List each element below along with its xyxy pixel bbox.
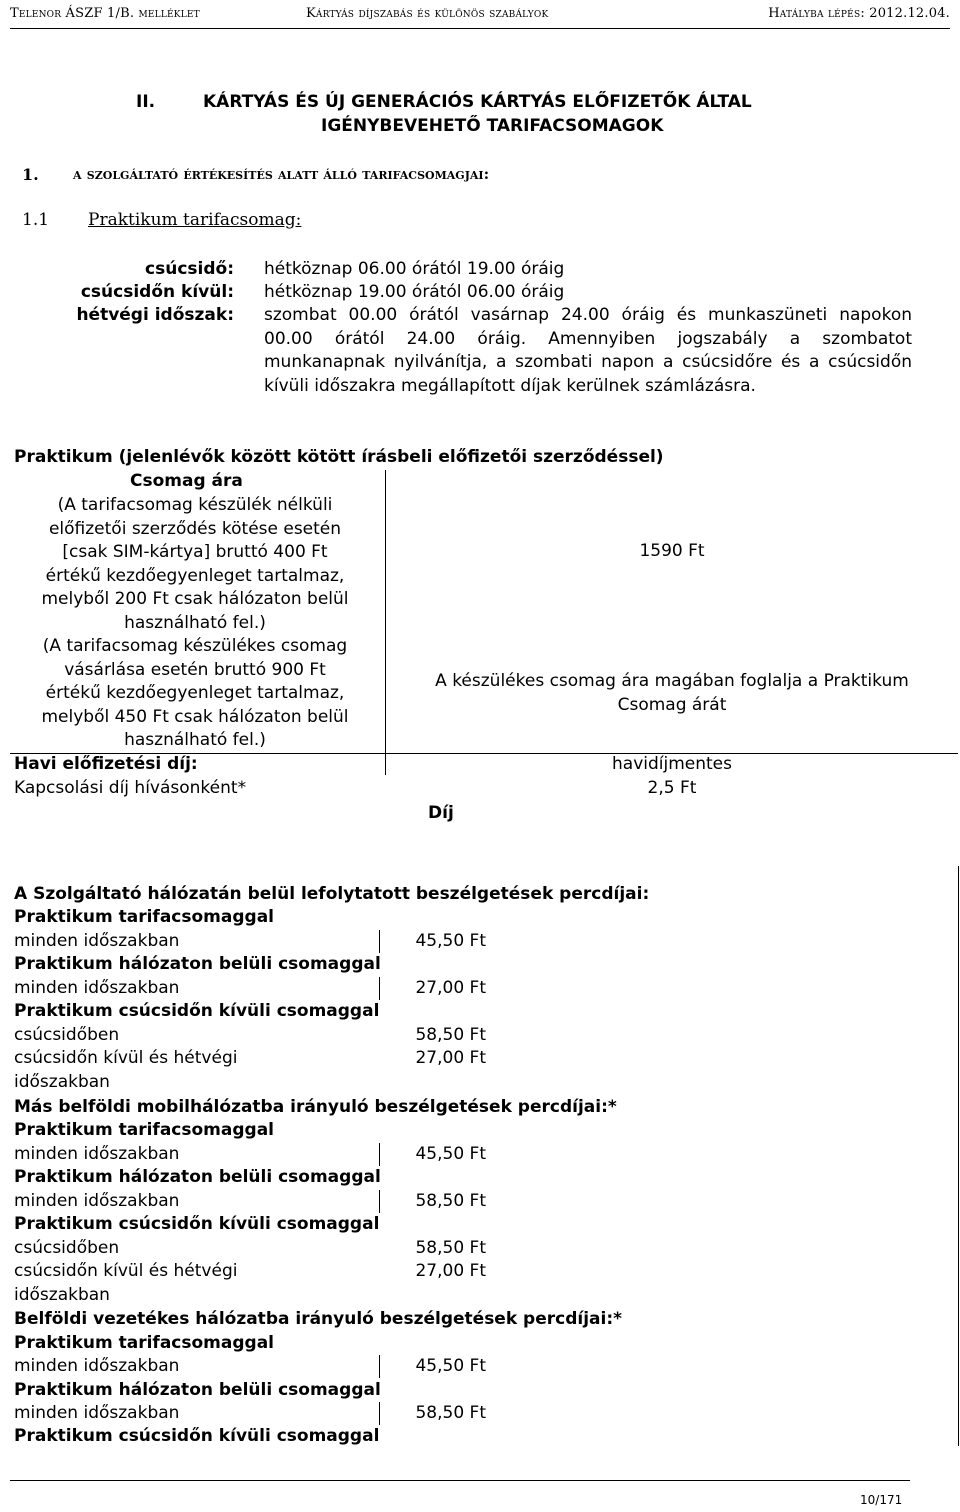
offpeak-label: csúcsidőn kívül:	[80, 282, 234, 302]
rate-row-label: csúcsidőben	[14, 1025, 120, 1045]
rate-row-label-cont: időszakban	[14, 1072, 110, 1092]
running-header	[10, 4, 950, 26]
section-title: a szolgáltató értékesítés alatt álló tarifacsomagjai:	[73, 165, 490, 183]
header-rule	[10, 28, 950, 29]
monthly-fee-label: Havi előfizetési díj:	[14, 754, 198, 774]
device-line: értékű kezdőegyenleget tartalmaz,	[45, 683, 345, 703]
device-line: melyből 450 Ft csak hálózaton belül	[41, 706, 349, 727]
rate-group-title: Praktikum csúcsidőn kívüli csomaggal	[14, 1001, 380, 1021]
table-heading: Praktikum (jelenlévők között kötött írásbeli előfizetői szerződéssel)	[14, 447, 664, 467]
chapter-title-line2: IGÉNYBEVEHETŐ TARIFACSOMAGOK	[321, 116, 664, 136]
rate-group-title: Praktikum hálózaton belüli csomaggal	[14, 954, 381, 974]
subsection-title: Praktikum tarifacsomag:	[88, 210, 302, 230]
rate-row-value: 58,50 Ft	[415, 1403, 486, 1423]
rate-group-title: Praktikum hálózaton belüli csomaggal	[14, 1380, 381, 1400]
no-device-line: [csak SIM-kártya] bruttó 400 Ft	[62, 542, 328, 562]
rate-row-value: 27,00 Ft	[415, 1261, 486, 1281]
rates-network-title: A Szolgáltató hálózatán belül lefolytatott beszélgetések percdíjai:	[14, 884, 650, 904]
no-device-line: (A tarifacsomag készülék nélküli	[57, 495, 333, 515]
rate-row-label: minden időszakban	[14, 931, 180, 951]
rate-row-label: minden időszakban	[14, 1356, 180, 1376]
rate-row-label: csúcsidőben	[14, 1238, 120, 1258]
rate-row-label-cont: időszakban	[14, 1285, 110, 1305]
weekend-label: hétvégi időszak:	[76, 305, 234, 325]
chapter-number: II.	[136, 92, 156, 112]
rates-right-border	[958, 866, 959, 1446]
header-center: Kártyás díjszabás és különös szabályok	[306, 6, 549, 21]
rate-row-label: minden időszakban	[14, 978, 180, 998]
rate-row-value: 58,50 Ft	[415, 1238, 486, 1258]
device-price-line1: A készülékes csomag ára magában foglalja a Praktikum	[435, 671, 909, 691]
fee-column-label: Díj	[428, 803, 454, 823]
connection-fee-label: Kapcsolási díj hívásonként*	[14, 778, 247, 798]
rate-row-value: 58,50 Ft	[415, 1025, 486, 1045]
page-number: 10/171	[860, 1493, 903, 1507]
no-device-line: használható fel.)	[124, 612, 266, 633]
connection-fee-value: 2,5 Ft	[647, 778, 697, 798]
offpeak-value: hétköznap 19.00 órától 06.00 óráig	[264, 282, 565, 302]
rate-row-value: 45,50 Ft	[415, 931, 486, 951]
rate-row-value: 27,00 Ft	[415, 1048, 486, 1068]
rate-group-title: Praktikum tarifacsomaggal	[14, 1333, 274, 1353]
rate-row-value: 58,50 Ft	[415, 1191, 486, 1211]
footer-rule	[10, 1480, 910, 1481]
rate-row-label: csúcsidőn kívül és hétvégi	[14, 1048, 238, 1068]
rate-row-label: minden időszakban	[14, 1403, 180, 1423]
device-description	[10, 635, 380, 753]
no-device-price: 1590 Ft	[639, 541, 705, 561]
weekend-value: szombat 00.00 órától vasárnap 24.00 óráig és munkaszüneti napokon 00.00 órától 24.00 óráig. Amennyiben jogszabály a szombatot munkanapnak nyilvánítja, a szombati napon a csúcsidőre és a csúcsidőn kívüli időszakra megállapított díjak kerülnek számlázásra.	[264, 305, 912, 396]
chapter-title-line1: KÁRTYÁS ÉS ÚJ GENERÁCIÓS KÁRTYÁS ELŐFIZETŐK ÁLTAL	[203, 92, 752, 112]
subsection-number: 1.1	[22, 210, 50, 230]
device-line: vásárlása esetén bruttó 900 Ft	[64, 659, 326, 680]
no-device-line: előfizetői szerződés kötése esetén	[48, 518, 342, 539]
device-line: (A tarifacsomag készülékes csomag	[42, 636, 348, 656]
rate-row-label: csúcsidőn kívül és hétvégi	[14, 1261, 238, 1281]
rate-group-title: Praktikum csúcsidőn kívüli csomaggal	[14, 1426, 380, 1446]
peak-label: csúcsidő:	[145, 259, 234, 279]
header-left: Telenor ÁSZF 1/B. melléklet	[10, 6, 200, 21]
rate-group-title: Praktikum tarifacsomaggal	[14, 1120, 274, 1140]
device-price-line2: Csomag árát	[617, 695, 727, 715]
rate-row-value: 45,50 Ft	[415, 1144, 486, 1164]
rate-row-value: 27,00 Ft	[415, 978, 486, 998]
rate-row-label: minden időszakban	[14, 1144, 180, 1164]
rate-row-value: 45,50 Ft	[415, 1356, 486, 1376]
no-device-line: melyből 200 Ft csak hálózaton belül	[41, 589, 349, 609]
header-right: Hatályba lépés: 2012.12.04.	[768, 6, 950, 21]
table-column-divider	[385, 470, 386, 775]
rate-row-label: minden időszakban	[14, 1191, 180, 1211]
no-device-line: értékű kezdőegyenleget tartalmaz,	[45, 565, 345, 586]
rates-mobile-title: Más belföldi mobilhálózatba irányuló beszélgetések percdíjai:*	[14, 1097, 617, 1117]
peak-value: hétköznap 06.00 órától 19.00 óráig	[264, 259, 565, 279]
rate-group-title: Praktikum hálózaton belüli csomaggal	[14, 1167, 381, 1187]
monthly-fee-value: havidíjmentes	[612, 754, 732, 774]
rates-landline-title: Belföldi vezetékes hálózatba irányuló beszélgetések percdíjai:*	[14, 1309, 623, 1329]
device-line: használható fel.)	[124, 730, 266, 750]
section-number: 1.	[22, 165, 39, 184]
no-device-description	[10, 494, 380, 635]
package-price-label: Csomag ára	[130, 471, 243, 491]
rate-group-title: Praktikum csúcsidőn kívüli csomaggal	[14, 1214, 380, 1234]
rate-group-title: Praktikum tarifacsomaggal	[14, 907, 274, 927]
